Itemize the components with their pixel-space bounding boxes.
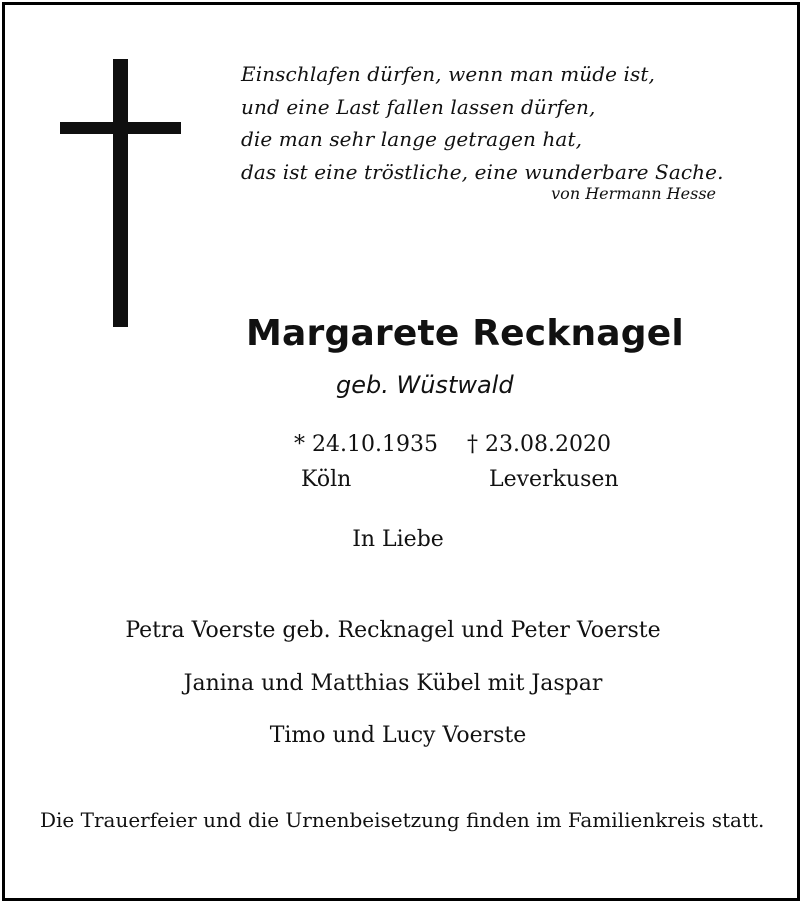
birth-date: * 24.10.1935: [294, 432, 438, 457]
poem-line-2: und eine Last fallen lassen dürfen,: [241, 94, 596, 119]
poem: [241, 58, 731, 188]
family-line-3: Timo und Lucy Voerste: [269, 723, 527, 748]
cross-vertical-bar: [113, 59, 128, 327]
deceased-name: Margarete Recknagel: [246, 313, 684, 354]
family-line-2: Janina und Matthias Kübel mit Jaspar: [183, 671, 603, 696]
family-line-1: Petra Voerste geb. Recknagel und Peter Voerste: [125, 618, 661, 643]
closing-phrase: In Liebe: [352, 527, 444, 552]
cross-horizontal-bar: [60, 122, 181, 134]
birth-place: Köln: [301, 467, 352, 492]
death-date: † 23.08.2020: [467, 432, 611, 457]
poem-attribution: von Hermann Hesse: [551, 184, 716, 203]
poem-line-4: das ist eine tröstliche, eine wunderbare Sache.: [241, 159, 724, 184]
poem-line-1: Einschlafen dürfen, wenn man müde ist,: [241, 62, 655, 86]
death-place: Leverkusen: [489, 467, 619, 492]
funeral-notice: Die Trauerfeier und die Urnenbeisetzung finden im Familienkreis statt.: [40, 808, 765, 832]
poem-line-3: die man sehr lange getragen hat,: [241, 127, 583, 151]
maiden-name: geb. Wüstwald: [336, 371, 514, 399]
